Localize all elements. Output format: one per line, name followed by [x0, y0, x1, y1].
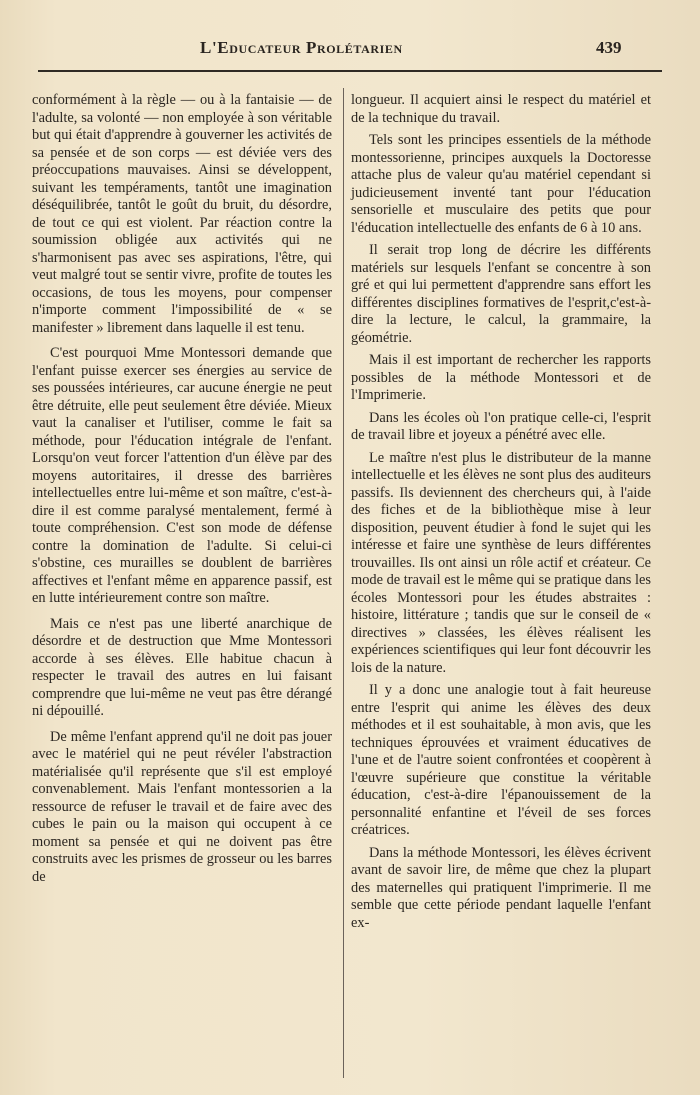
paragraph: conformément à la règle — ou à la fantaisie — de l'adulte, sa volonté — non employée à son véritable but qui était d'apprendre à gouverner les activités de sa pensée et de son corps — est déviée vers des préoccupations mauvaises. Ainsi se développent, suivant les tempéraments, tantôt une imagination déséquilibrée, tantôt le goût du bruit, du désordre, de tout ce qui est violent. Par réaction contre la soumission obligée aux activités qui ne s'harmonisent pas avec ses aspirations, l'être, qui veut malgré tout se sentir vivre, profite de toutes les occasions, de tous les moyens, pour compenser n'importe comment l'impossibilité de « se manifester » librement dans laquelle il est tenu. — [32, 92, 332, 336]
paragraph: Il serait trop long de décrire les différents matériels sur lesquels l'enfant se concentre à son gré et qui lui permettent d'apprendre sans effort les différentes disciplines formatives de l'esprit,c'est-à-dire la lecture, le calcul, la grammaire, la géométrie. — [351, 242, 651, 346]
paragraph: Mais ce n'est pas une liberté anarchique de désordre et de destruction que Mme Montessori accorde à ses élèves. Elle habitue chacun à respecter le travail des autres en lui faisant comprendre que lui-même ne veut pas être dérangé ni dépouillé. — [32, 615, 332, 719]
paragraph: De même l'enfant apprend qu'il ne doit pas jouer avec le matériel qui ne peut révéler l'abstraction matérialisée qu'il représente que s'il est employé convenablement. Mais l'enfant montessorien a la ressource de refuser le travail et de faire avec des cubes le pain ou la maison qui occupent à ce moment sa pensée et qui ne doivent pas être construits avec les prismes de grosseur ou les barres de — [32, 728, 332, 885]
paragraph: Mais il est important de rechercher les rapports possibles de la méthode Montessori et de l'Imprimerie. — [351, 352, 651, 403]
page-header — [0, 34, 700, 74]
header-rule — [38, 70, 662, 72]
paragraph: Dans les écoles où l'on pratique celle-ci, l'esprit de travail libre et joyeux a pénétré avec elle. — [351, 409, 651, 443]
paragraph: Il y a donc une analogie tout à fait heureuse entre l'esprit qui anime les élèves des deux méthodes et il est souhaitable, à mon avis, que les techniques éprouvées et vraiment éducatives de l'une et de l'autre soient confrontées et coopèrent à l'œuvre supérieure que constitue la véritable éducation, c'est-à-dire l'épanouissement de la personnalité enfantine et l'éveil de ses forces créatrices. — [351, 682, 651, 838]
paragraph: C'est pourquoi Mme Montessori demande que l'enfant puisse exercer ses énergies au service de ses poussées intérieures, car aucune énergie ne peut être détruite, elle peut seulement être déviée. Mieux vaut la canaliser et l'utiliser, comme le fait sa méthode, pour l'éducation intégrale de l'enfant. Lorsqu'on veut forcer l'attention d'un élève par des moyens autoritaires, il dresse des barrières intellectuelles entre lui-même et son maître, c'est-à-dire il est comme paralysé mentalement, fermé à toute compréhension. C'est son mode de défense contre la domination de l'adulte. Si celui-ci s'obstine, ces murailles se doublent de barrières affectives et l'enfant même en apparence passif, est en lutte intérieurement contre son maître. — [32, 345, 332, 606]
paragraph: Tels sont les principes essentiels de la méthode montessorienne, principes auxquels la Doctoresse attache plus de valeur qu'au matériel cependant si judicieusement inventé tant pour l'éducation sensorielle et musculaire des petits que pour l'éducation intellectuelle des enfants de 6 à 10 ans. — [351, 132, 651, 236]
paragraph: Dans la méthode Montessori, les élèves écrivent avant de savoir lire, de même que chez la plupart des maternelles qui pratiquent l'imprimerie. Il me semble que cette période pendant laquelle l'enfant ex- — [351, 844, 651, 931]
paragraph: longueur. Il acquiert ainsi le respect du matériel et de la technique du travail. — [351, 92, 651, 126]
paragraph: Le maître n'est plus le distributeur de la manne intellectuelle et les élèves ne sont plus des auditeurs passifs. Ils deviennent des chercheurs qui, à l'aide des fiches et de la bibliothèque mise à leur disposition, peuvent étudier à fond le sujet qui les intéresse et faire une synthèse de leurs différentes trouvailles. Ils ont ainsi un rôle actif et créateur. Ce mode de travail est le même qui se pratique dans les écoles Montessori pour les études abstraites : histoire, littérature ; tandis que sur le conseil de « directives » classées, les élèves réalisent les expériences scientifiques qui leur font découvrir les lois de la nature. — [351, 449, 651, 676]
left-column — [32, 92, 332, 894]
running-title: L'Educateur Prolétarien — [200, 38, 403, 57]
column-divider — [343, 88, 344, 1078]
right-column — [351, 92, 651, 937]
page-number: 439 — [596, 38, 622, 57]
